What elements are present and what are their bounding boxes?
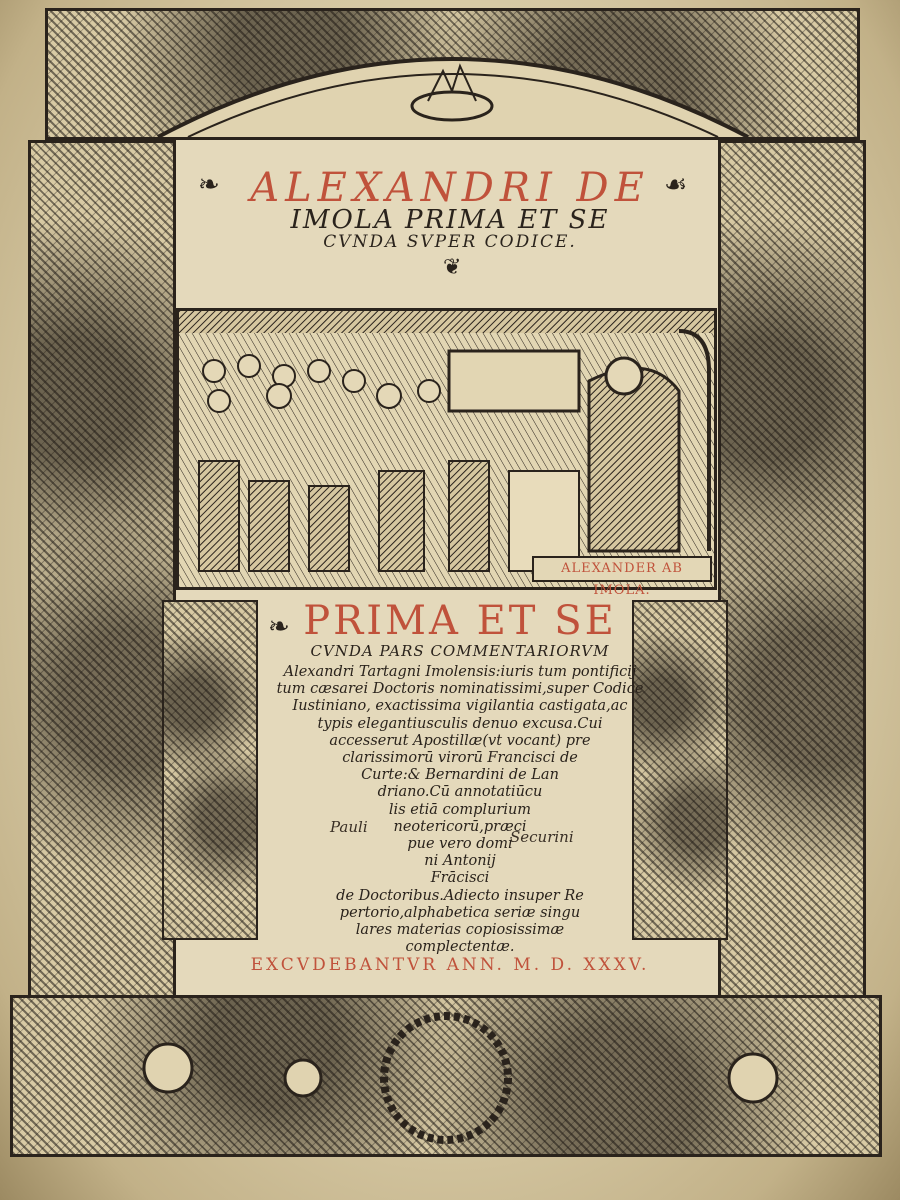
top-arch-woodcut xyxy=(45,8,860,140)
body-line: clarissimorū virorū Francisci de xyxy=(342,750,578,766)
body-line: neotericorū,præci xyxy=(393,818,527,835)
body-line: complectentæ. xyxy=(405,939,515,956)
right-border-woodcut xyxy=(718,140,866,1000)
body-line: de Doctoribus.Adiecto insuper Re xyxy=(336,887,584,904)
body-line: Alexandri Tartagni Imolensis:iuris tum pontificij xyxy=(283,664,637,680)
body-line: ni Antonij xyxy=(424,853,496,870)
body-line: lis etiā complurium xyxy=(388,801,532,818)
title-line-1: ALEXANDRI DE xyxy=(250,165,650,211)
body-line: Iustiniano, exactissima vigilantia castigata,ac xyxy=(292,698,628,715)
title-line-3: CVNDA SVPER CODICE. xyxy=(323,232,577,252)
body-line: pue vero domi xyxy=(407,836,513,852)
arch-icon xyxy=(48,11,857,137)
inner-left-candelabra-woodcut xyxy=(162,600,258,940)
body-line: tum cæsarei Doctoris nominatissimi,super Codice xyxy=(276,681,644,698)
handwritten-note-right: Securini xyxy=(510,828,574,846)
subtitle-line-2: CVNDA PARS COMMENTARIORVM xyxy=(310,642,610,660)
subtitle-heading: PRIMA ET SE xyxy=(303,598,617,644)
fleuron-subtitle-icon: ❧ xyxy=(268,612,290,642)
fleuron-right-icon: ☙ xyxy=(664,170,688,200)
left-border-woodcut xyxy=(28,140,176,1000)
body-line: typis elegantiusculis denuo excusa.Cui xyxy=(317,715,603,732)
fleuron-left-icon: ❧ xyxy=(198,170,220,200)
illustration-caption: ALEXANDER AB IMOLA. xyxy=(532,556,712,582)
body-line: pertorio,alphabetica seriæ singu xyxy=(339,904,581,921)
handwritten-note-left: Pauli xyxy=(330,818,368,836)
body-line: Curte:& Bernardini de Lan xyxy=(361,767,559,784)
colophon: EXCVDEBANTVR ANN. M. D. XXXV. xyxy=(250,955,650,975)
wreath-icon xyxy=(13,998,879,1154)
lecture-illustration xyxy=(176,308,717,590)
fleuron-small-icon: ❦ xyxy=(443,255,462,280)
title-line-2: IMOLA PRIMA ET SE xyxy=(290,205,610,235)
body-line: lares materias copiosissimæ xyxy=(355,922,565,938)
body-line: accesserut Apostillæ(vt vocant) pre xyxy=(329,732,591,749)
body-line: driano.Cū annotatiūcu xyxy=(377,784,543,801)
bottom-frieze-woodcut xyxy=(10,995,882,1157)
body-line: Frācisci xyxy=(430,870,490,887)
lecture-scene-icon xyxy=(179,311,714,587)
